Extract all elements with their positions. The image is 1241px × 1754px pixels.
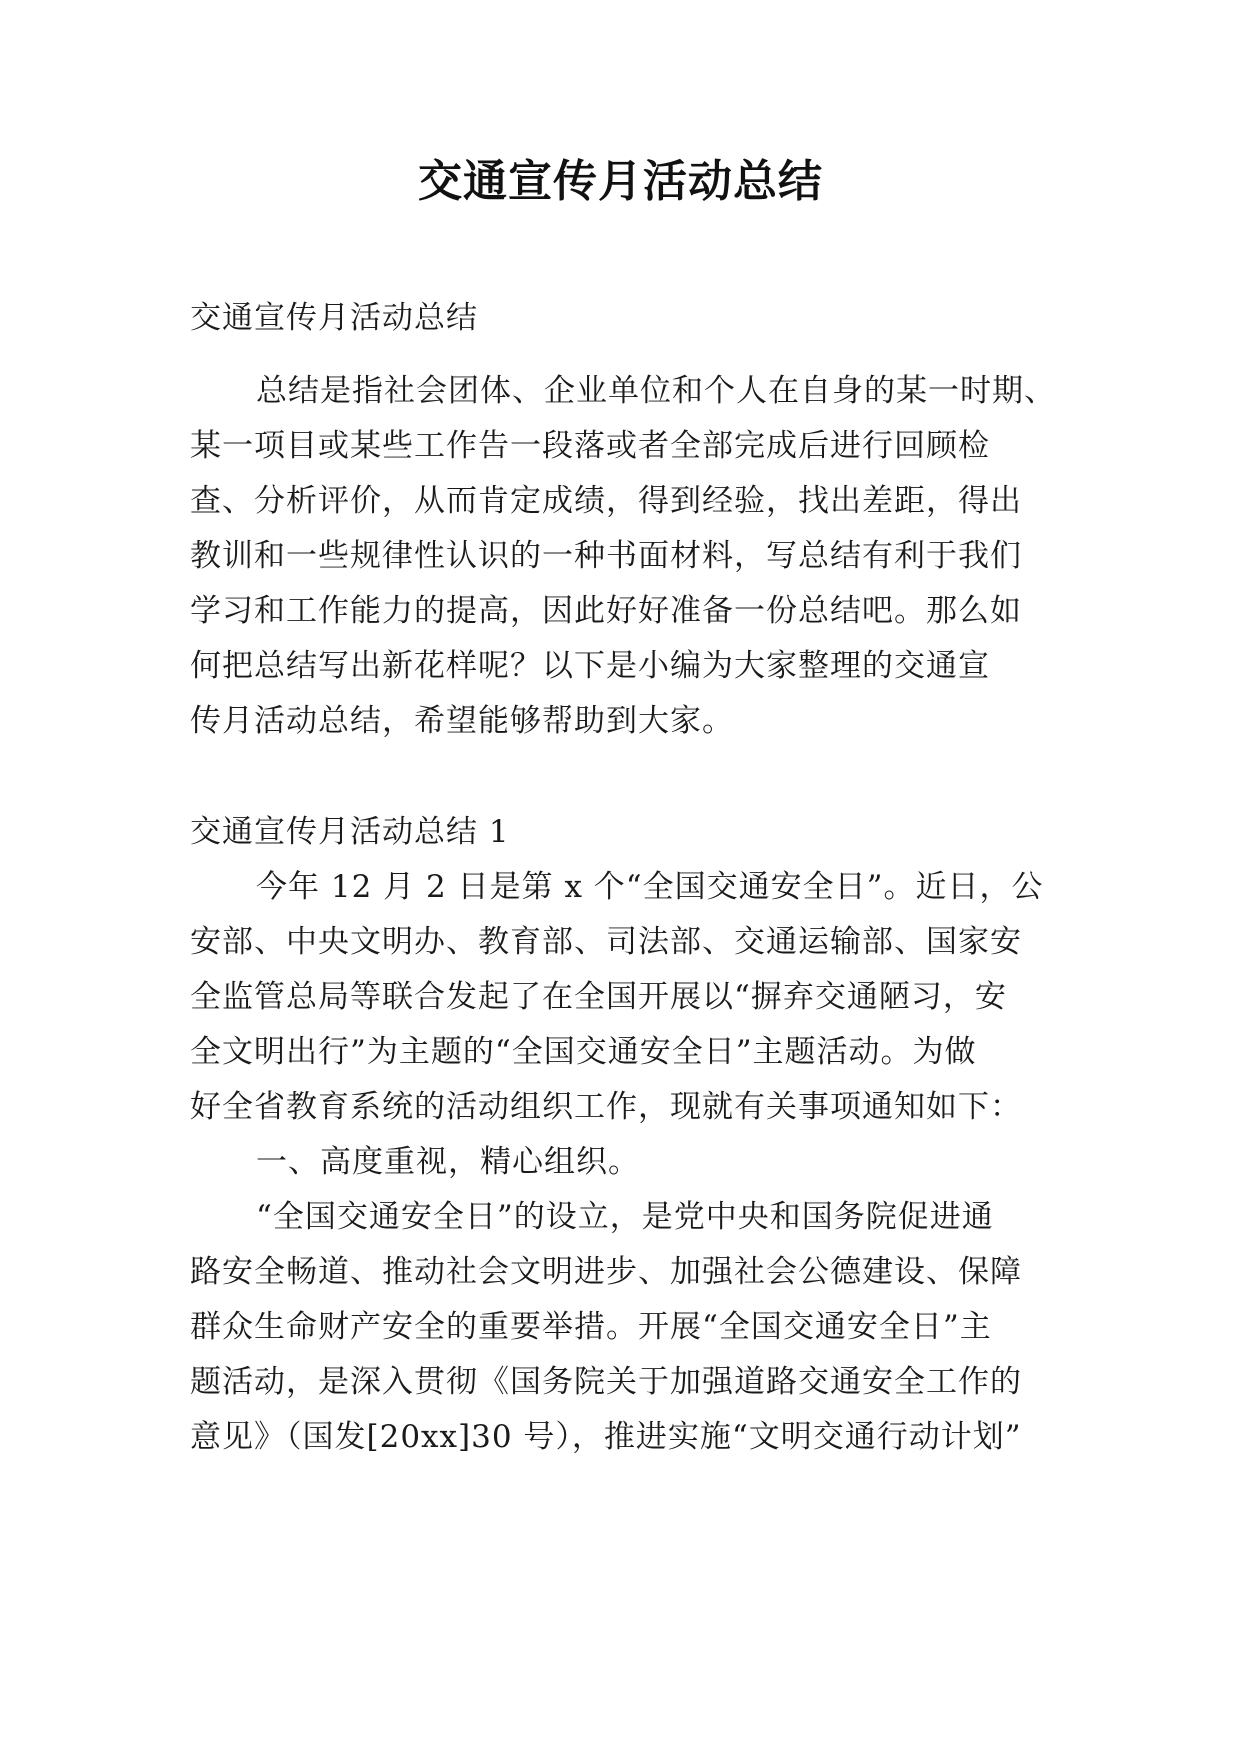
intro-line: 查、分析评价，从而肯定成绩，得到经验，找出差距，得出 — [190, 483, 1022, 519]
paragraph-line: “全国交通安全日”的设立，是党中央和国务院促进通 — [256, 1199, 994, 1235]
paragraph-line: 全文明出行”为主题的“全国交通安全日”主题活动。为做 — [190, 1034, 977, 1070]
paragraph-line: 全监管总局等联合发起了在全国开展以“摒弃交通陋习，安 — [190, 979, 1007, 1015]
intro-line: 传月活动总结，希望能够帮助到大家。 — [190, 703, 734, 739]
paragraph-line: 今年 12 月 2 日是第 x 个“全国交通安全日”。近日，公 — [256, 869, 1044, 905]
list-item-heading: 一、高度重视，精心组织。 — [256, 1144, 640, 1180]
paragraph-line: 路安全畅道、推动社会文明进步、加强社会公德建设、保障 — [190, 1254, 1022, 1290]
intro-line: 总结是指社会团体、企业单位和个人在自身的某一时期、 — [256, 373, 1056, 409]
document-title: 交通宣传月活动总结 — [418, 156, 823, 207]
section-heading: 交通宣传月活动总结 1 — [190, 814, 510, 850]
document-subtitle: 交通宣传月活动总结 — [190, 300, 478, 336]
paragraph-line: 安部、中央文明办、教育部、司法部、交通运输部、国家安 — [190, 924, 1022, 960]
paragraph-line: 题活动，是深入贯彻《国务院关于加强道路交通安全工作的 — [190, 1364, 1022, 1400]
intro-line: 何把总结写出新花样呢？以下是小编为大家整理的交通宣 — [190, 648, 990, 684]
intro-line: 教训和一些规律性认识的一种书面材料，写总结有利于我们 — [190, 538, 1022, 574]
paragraph-line: 意见》（国发[20xx]30 号），推进实施“文明交通行动计划” — [190, 1419, 1022, 1455]
paragraph-line: 好全省教育系统的活动组织工作，现就有关事项通知如下： — [190, 1089, 1022, 1125]
intro-line: 某一项目或某些工作告一段落或者全部完成后进行回顾检 — [190, 428, 990, 464]
paragraph-line: 群众生命财产安全的重要举措。开展“全国交通安全日”主 — [190, 1309, 992, 1345]
intro-line: 学习和工作能力的提高，因此好好准备一份总结吧。那么如 — [190, 593, 1022, 629]
